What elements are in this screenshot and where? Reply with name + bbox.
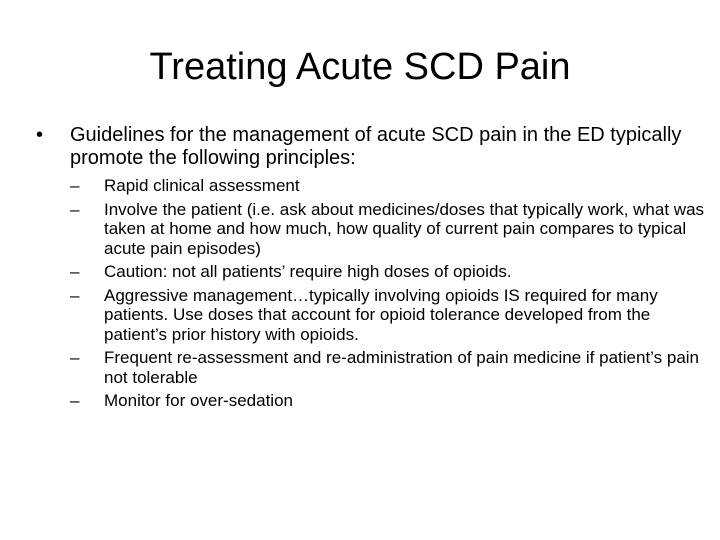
sub-bullet-text: Involve the patient (i.e. ask about medicines/doses that typically work, what was taken at home and how much, how quality of current pain compares to typical acute pain episodes) [104,199,705,258]
sub-bullet-item [70,348,706,387]
dash-icon: – [70,391,80,410]
dash-icon: – [70,262,80,281]
sub-bullet-text: Monitor for over-sedation [104,391,293,410]
dash-icon: – [70,199,80,219]
dash-icon: – [70,285,80,305]
dash-icon: – [70,176,80,195]
sub-bullet-item [70,176,706,196]
sub-bullet-text: Frequent re-assessment and re-administration of pain medicine if patient’s pain not tolerable [104,348,699,387]
bullet-text: Guidelines for the management of acute SCD pain in the ED typically promote the following principles: [70,124,682,169]
slide-title: Treating Acute SCD Pain [149,46,571,88]
bullet-item [36,124,690,170]
sub-bullet-item [70,262,706,282]
sub-bullet-item [70,391,706,411]
sub-bullet-text: Caution: not all patients’ require high doses of opioids. [104,262,512,281]
sub-bullet-item [70,286,706,345]
bullet-dot-icon: • [36,124,44,146]
slide-content [36,124,716,415]
sub-bullet-item [70,200,706,259]
sub-bullet-text: Rapid clinical assessment [104,176,300,195]
dash-icon: – [70,348,80,367]
sub-bullet-list [36,176,716,411]
sub-bullet-text: Aggressive management…typically involving opioids IS required for many patients. Use doses that account for opioid tolerance developed from the patient’s prior history with opioids. [104,285,658,344]
